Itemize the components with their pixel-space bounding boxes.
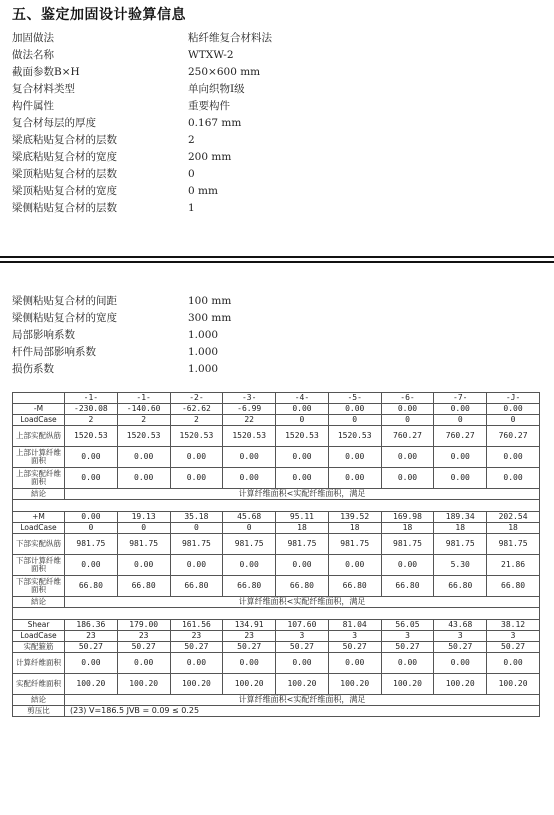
table-cell: 0.00 <box>381 653 434 674</box>
info-row <box>12 64 272 81</box>
table-cell: 0 <box>170 523 223 534</box>
table-cell: -230.08 <box>65 404 118 415</box>
info-value: 粘纤维复合材料法 <box>188 32 272 44</box>
info-value: 300 mm <box>188 312 232 324</box>
table-cell: 50.27 <box>328 642 381 653</box>
info-value: 1.000 <box>188 346 219 358</box>
info-label: 截面参数B×H <box>12 66 80 78</box>
conclusion-text: 计算纤维面积<实配纤维面积，满足 <box>65 695 540 706</box>
table-cell: 0.00 <box>328 447 381 468</box>
table-row <box>13 415 540 426</box>
info-value: 1.000 <box>188 363 219 375</box>
row-label: Shear <box>13 620 65 631</box>
info-label: 加固做法 <box>12 32 54 44</box>
table-cell: 1520.53 <box>170 426 223 447</box>
table-cell: 66.80 <box>328 576 381 597</box>
table-cell: 35.18 <box>170 512 223 523</box>
table-cell: 0 <box>381 415 434 426</box>
info-value: 0.167 mm <box>188 117 242 129</box>
conclusion-label: 剪压比 <box>13 706 65 717</box>
table-cell: 19.13 <box>117 512 170 523</box>
table-cell: 0.00 <box>381 555 434 576</box>
info-value: 200 mm <box>188 151 232 163</box>
separator-row <box>13 500 540 512</box>
column-header: -7- <box>434 393 487 404</box>
table-cell: 50.27 <box>223 642 276 653</box>
table-cell: 100.20 <box>487 674 540 695</box>
table-cell: 100.20 <box>65 674 118 695</box>
row-label: 上部计算纤维面积 <box>13 447 65 468</box>
info-row <box>12 47 272 64</box>
info-row <box>12 327 231 344</box>
table-cell: 0.00 <box>434 447 487 468</box>
row-label: 计算纤维面积 <box>13 653 65 674</box>
table-cell: 0 <box>65 523 118 534</box>
column-header: -6- <box>381 393 434 404</box>
info-row <box>12 344 231 361</box>
table-cell: 66.80 <box>170 576 223 597</box>
table-cell: 1520.53 <box>276 426 329 447</box>
info-label: 梁侧粘贴复合材的宽度 <box>12 312 117 324</box>
table-cell: 1520.53 <box>328 426 381 447</box>
table-row <box>13 447 540 468</box>
table-cell: 981.75 <box>65 534 118 555</box>
table-cell: 18 <box>434 523 487 534</box>
table-cell: 0.00 <box>117 468 170 489</box>
table-cell: 3 <box>381 631 434 642</box>
info-value: 0 <box>188 168 195 180</box>
table-cell: 0.00 <box>223 447 276 468</box>
table-cell: 1520.53 <box>117 426 170 447</box>
info-value: 1 <box>188 202 195 214</box>
table-cell: 18 <box>276 523 329 534</box>
table-cell: 0.00 <box>170 555 223 576</box>
table-cell: 981.75 <box>487 534 540 555</box>
table-cell: 0 <box>223 523 276 534</box>
info-row <box>12 200 272 217</box>
info-label: 梁顶粘贴复合材的宽度 <box>12 185 117 197</box>
info-label: 做法名称 <box>12 49 54 61</box>
table-cell: 0.00 <box>223 468 276 489</box>
column-header: -3- <box>223 393 276 404</box>
table-cell: 66.80 <box>487 576 540 597</box>
table-cell: 50.27 <box>434 642 487 653</box>
design-info-list-1 <box>12 30 272 217</box>
conclusion-label: 結论 <box>13 597 65 608</box>
column-header: -4- <box>276 393 329 404</box>
info-row <box>12 310 231 327</box>
table-cell: 0.00 <box>170 653 223 674</box>
table-cell: 179.00 <box>117 620 170 631</box>
table-cell: 186.36 <box>65 620 118 631</box>
table-cell: 66.80 <box>223 576 276 597</box>
info-value: 重要构件 <box>188 100 230 112</box>
table-cell: 0.00 <box>223 555 276 576</box>
table-cell: 981.75 <box>328 534 381 555</box>
row-label: LoadCase <box>13 631 65 642</box>
table-cell: 0.00 <box>328 555 381 576</box>
table-cell: 3 <box>487 631 540 642</box>
column-header: -5- <box>328 393 381 404</box>
info-label: 构件属性 <box>12 100 54 112</box>
table-row <box>13 555 540 576</box>
page-break-line-top <box>0 256 554 258</box>
table-cell: 0.00 <box>117 447 170 468</box>
table-cell: 23 <box>117 631 170 642</box>
table-row <box>13 674 540 695</box>
table-cell: 189.34 <box>434 512 487 523</box>
table-cell: 0 <box>328 415 381 426</box>
table-cell: 981.75 <box>223 534 276 555</box>
page-break-line-bottom <box>0 261 554 263</box>
separator-cell <box>13 500 540 512</box>
table-cell: 66.80 <box>434 576 487 597</box>
info-label: 梁顶粘贴复合材的层数 <box>12 168 117 180</box>
table-cell: 23 <box>170 631 223 642</box>
conclusion-text: 计算纤维面积<实配纤维面积，满足 <box>65 597 540 608</box>
table-row <box>13 653 540 674</box>
info-value: 单向织物I级 <box>188 83 245 95</box>
row-label: 下部实配纵筋 <box>13 534 65 555</box>
column-header: -1- <box>117 393 170 404</box>
table-cell: 5.30 <box>434 555 487 576</box>
table-cell: 981.75 <box>117 534 170 555</box>
table-cell: 66.80 <box>381 576 434 597</box>
info-row <box>12 132 272 149</box>
table-cell: 0.00 <box>65 468 118 489</box>
table-cell: -62.62 <box>170 404 223 415</box>
table-cell: 45.68 <box>223 512 276 523</box>
table-cell: 100.20 <box>223 674 276 695</box>
table-row <box>13 523 540 534</box>
info-row <box>12 166 272 183</box>
table-cell: 981.75 <box>381 534 434 555</box>
conclusion-text: 计算纤维面积<实配纤维面积，满足 <box>65 489 540 500</box>
table-cell: 0.00 <box>276 447 329 468</box>
conclusion-row <box>13 597 540 608</box>
table-row <box>13 512 540 523</box>
info-row <box>12 183 272 200</box>
table-cell: 3 <box>434 631 487 642</box>
table-cell: 981.75 <box>170 534 223 555</box>
row-label: +M <box>13 512 65 523</box>
table-cell: 100.20 <box>328 674 381 695</box>
table-cell: 0 <box>434 415 487 426</box>
table-cell: 107.60 <box>276 620 329 631</box>
table-cell: 100.20 <box>117 674 170 695</box>
table-cell: 50.27 <box>170 642 223 653</box>
table-cell: 81.04 <box>328 620 381 631</box>
table-cell: 0.00 <box>65 653 118 674</box>
column-header: -J- <box>487 393 540 404</box>
table-cell: 100.20 <box>170 674 223 695</box>
table-cell: 66.80 <box>117 576 170 597</box>
table-cell: 22 <box>223 415 276 426</box>
table-cell: 0.00 <box>381 447 434 468</box>
table-cell: 760.27 <box>487 426 540 447</box>
table-cell: 0 <box>276 415 329 426</box>
table-cell: 1520.53 <box>65 426 118 447</box>
table-cell: 0.00 <box>65 447 118 468</box>
table-cell: 21.86 <box>487 555 540 576</box>
info-label: 梁侧粘贴复合材的间距 <box>12 295 117 307</box>
row-label: LoadCase <box>13 523 65 534</box>
separator-row <box>13 608 540 620</box>
conclusion-row <box>13 706 540 717</box>
design-info-list-2 <box>12 293 231 378</box>
column-header: -2- <box>170 393 223 404</box>
table-cell: 3 <box>276 631 329 642</box>
info-row <box>12 81 272 98</box>
table-row <box>13 468 540 489</box>
conclusion-label: 結论 <box>13 489 65 500</box>
info-value: 0 mm <box>188 185 218 197</box>
table-header-row <box>13 393 540 404</box>
table-cell: 66.80 <box>65 576 118 597</box>
row-label: 实配纤维面积 <box>13 674 65 695</box>
row-label: 上部实配纵筋 <box>13 426 65 447</box>
table-cell: 0.00 <box>487 447 540 468</box>
info-row <box>12 361 231 378</box>
table-cell: 0.00 <box>170 447 223 468</box>
info-value: 100 mm <box>188 295 232 307</box>
table-row <box>13 620 540 631</box>
table-cell: 66.80 <box>276 576 329 597</box>
table-row <box>13 404 540 415</box>
table-cell: 18 <box>487 523 540 534</box>
table-cell: 100.20 <box>276 674 329 695</box>
table-cell: 0.00 <box>117 653 170 674</box>
table-cell: 23 <box>65 631 118 642</box>
row-label: 实配箍筋 <box>13 642 65 653</box>
corner-cell <box>13 393 65 404</box>
info-row <box>12 149 272 166</box>
table-cell: 100.20 <box>381 674 434 695</box>
table-row <box>13 534 540 555</box>
info-label: 杆件局部影响系数 <box>12 346 96 358</box>
table-cell: 760.27 <box>381 426 434 447</box>
table-cell: 0.00 <box>328 653 381 674</box>
table-cell: 202.54 <box>487 512 540 523</box>
table-cell: 0.00 <box>434 404 487 415</box>
conclusion-label: 結论 <box>13 695 65 706</box>
table-cell: 1520.53 <box>223 426 276 447</box>
info-row <box>12 30 272 47</box>
table-cell: 0 <box>487 415 540 426</box>
conclusion-row <box>13 489 540 500</box>
table-cell: 0.00 <box>223 653 276 674</box>
info-label: 复合材每层的厚度 <box>12 117 96 129</box>
info-row <box>12 98 272 115</box>
table-cell: 161.56 <box>170 620 223 631</box>
table-cell: 0.00 <box>487 653 540 674</box>
table-cell: 18 <box>328 523 381 534</box>
info-label: 局部影响系数 <box>12 329 75 341</box>
table-cell: 0.00 <box>65 555 118 576</box>
table-cell: 0.00 <box>381 404 434 415</box>
info-value: WTXW-2 <box>188 49 234 61</box>
table-cell: 0.00 <box>487 404 540 415</box>
table-cell: 0.00 <box>276 653 329 674</box>
table-cell: 3 <box>328 631 381 642</box>
row-label: 上部实配纤维面积 <box>13 468 65 489</box>
table-row <box>13 426 540 447</box>
info-value: 1.000 <box>188 329 219 341</box>
section-heading: 五、鉴定加固设计验算信息 <box>12 7 186 23</box>
info-row <box>12 115 272 132</box>
table-cell: 18 <box>381 523 434 534</box>
info-value: 2 <box>188 134 195 146</box>
table-row <box>13 642 540 653</box>
table-cell: -6.99 <box>223 404 276 415</box>
table-cell: 981.75 <box>434 534 487 555</box>
table-cell: 56.05 <box>381 620 434 631</box>
table-cell: 50.27 <box>276 642 329 653</box>
info-label: 梁侧粘贴复合材的层数 <box>12 202 117 214</box>
table-cell: 0.00 <box>276 468 329 489</box>
conclusion-row <box>13 695 540 706</box>
table-cell: 0.00 <box>276 404 329 415</box>
row-label: 下部实配纤维面积 <box>13 576 65 597</box>
row-label: LoadCase <box>13 415 65 426</box>
table-cell: 95.11 <box>276 512 329 523</box>
table-cell: 50.27 <box>381 642 434 653</box>
table-cell: 0.00 <box>487 468 540 489</box>
table-cell: 0.00 <box>117 555 170 576</box>
row-label: -M <box>13 404 65 415</box>
table-cell: -140.60 <box>117 404 170 415</box>
table-cell: 43.68 <box>434 620 487 631</box>
table-cell: 0.00 <box>328 404 381 415</box>
column-header: -1- <box>65 393 118 404</box>
info-label: 复合材料类型 <box>12 83 75 95</box>
table-cell: 0.00 <box>381 468 434 489</box>
info-row <box>12 293 231 310</box>
table-cell: 2 <box>170 415 223 426</box>
conclusion-text: (23) V=186.5 JVB = 0.09 ≤ 0.25 <box>65 706 540 717</box>
table-cell: 23 <box>223 631 276 642</box>
table-cell: 100.20 <box>434 674 487 695</box>
verification-table <box>12 392 540 717</box>
table-cell: 2 <box>65 415 118 426</box>
table-cell: 134.91 <box>223 620 276 631</box>
info-label: 损伤系数 <box>12 363 54 375</box>
table-cell: 0.00 <box>276 555 329 576</box>
info-value: 250×600 mm <box>188 66 261 78</box>
row-label: 下部计算纤维面积 <box>13 555 65 576</box>
table-cell: 0.00 <box>434 468 487 489</box>
info-label: 梁底粘贴复合材的层数 <box>12 134 117 146</box>
table-cell: 50.27 <box>487 642 540 653</box>
table-cell: 0 <box>117 523 170 534</box>
table-cell: 50.27 <box>65 642 118 653</box>
table-cell: 0.00 <box>170 468 223 489</box>
table-row <box>13 631 540 642</box>
table-cell: 981.75 <box>276 534 329 555</box>
separator-cell <box>13 608 540 620</box>
table-cell: 139.52 <box>328 512 381 523</box>
table-cell: 0.00 <box>434 653 487 674</box>
table-row <box>13 576 540 597</box>
table-cell: 0.00 <box>328 468 381 489</box>
table-cell: 2 <box>117 415 170 426</box>
table-cell: 169.98 <box>381 512 434 523</box>
table-cell: 38.12 <box>487 620 540 631</box>
info-label: 梁底粘贴复合材的宽度 <box>12 151 117 163</box>
table-cell: 760.27 <box>434 426 487 447</box>
table-cell: 0.00 <box>65 512 118 523</box>
table-cell: 50.27 <box>117 642 170 653</box>
